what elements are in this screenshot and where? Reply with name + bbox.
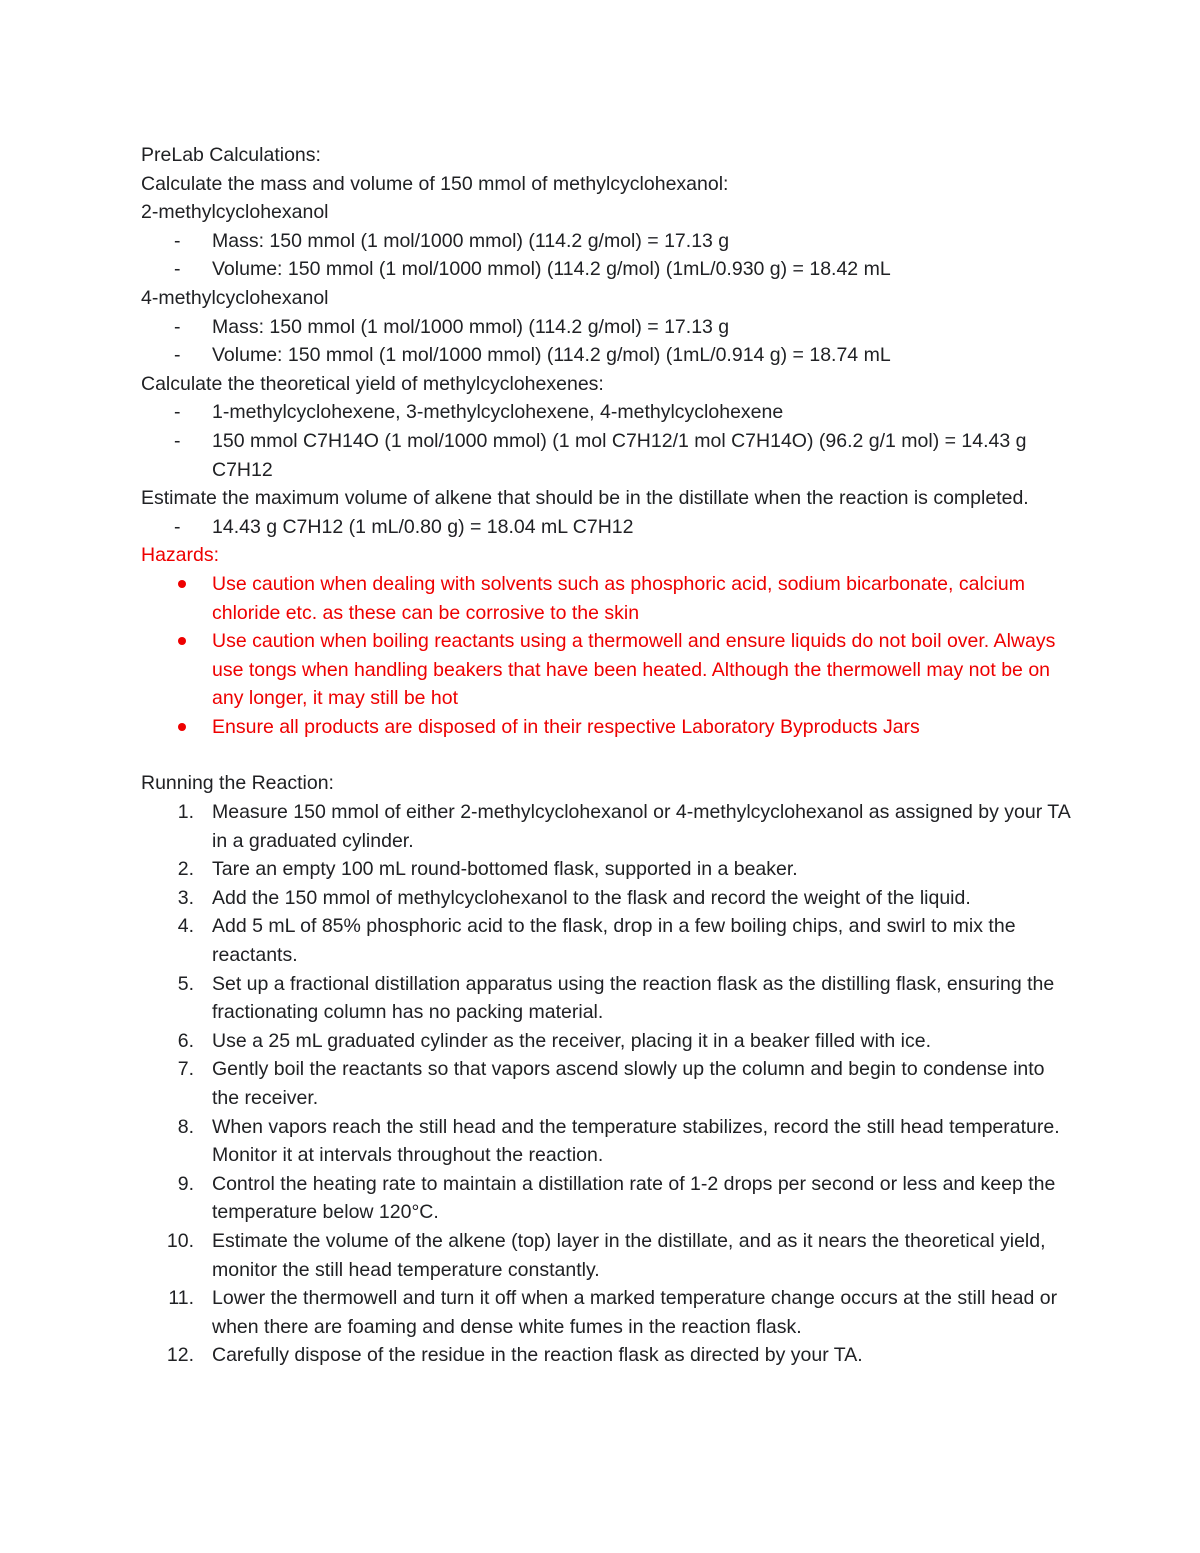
step-number: 9.: [177, 1172, 194, 1195]
hazard-text: Use caution when boiling reactants using a thermowell and ensure liquids do not boil over. Always use tongs when handling beakers that have been heated. Although the thermowell may not be on any longer, it may still be hot: [212, 630, 1056, 710]
document-body: [141, 141, 1071, 1370]
step-number: 12.: [166, 1344, 194, 1367]
blank-line: [141, 741, 1071, 769]
list-item: [141, 855, 1071, 884]
step-number: 8.: [177, 1115, 194, 1138]
hazard-text: Ensure all products are disposed of in their respective Laboratory Byproducts Jars: [212, 715, 920, 738]
yield-calc: 150 mmol C7H14O (1 mol/1000 mmol) (1 mol C7H12/1 mol C7H14O) (96.2 g/1 mol) = 14.43 g C7H12: [212, 429, 1027, 481]
list-item: [141, 313, 1071, 342]
list-item: [141, 1170, 1071, 1227]
list-item: [141, 227, 1071, 256]
compound-2-mass: Mass: 150 mmol (1 mol/1000 mmol) (114.2 g/mol) = 17.13 g: [212, 229, 730, 252]
list-item: [141, 398, 1071, 427]
list-item: [141, 884, 1071, 913]
reaction-heading: Running the Reaction:: [141, 772, 334, 795]
compound-4-mass: Mass: 150 mmol (1 mol/1000 mmol) (114.2 g/mol) = 17.13 g: [212, 315, 730, 338]
list-item: [141, 513, 1071, 542]
step-number: 6.: [177, 1029, 194, 1052]
list-item: [141, 970, 1071, 1027]
yield-prompt: Calculate the theoretical yield of methylcyclohexenes:: [141, 372, 604, 395]
hazard-item: [141, 570, 1071, 627]
compound-4-volume: Volume: 150 mmol (1 mol/1000 mmol) (114.2 g/mol) (1mL/0.914 g) = 18.74 mL: [212, 344, 891, 367]
compound-2-name: 2-methylcyclohexanol: [141, 201, 329, 224]
dash-marker: -: [174, 515, 181, 538]
list-item: [141, 1341, 1071, 1370]
list-item: [141, 912, 1071, 969]
dash-marker: -: [174, 401, 181, 424]
step-number: 5.: [177, 972, 194, 995]
list-item: [141, 341, 1071, 370]
list-item: [141, 1113, 1071, 1170]
step-text: Lower the thermowell and turn it off when a marked temperature change occurs at the still head or when there are foaming and dense white fumes in the reaction flask.: [212, 1287, 1058, 1338]
step-number: 3.: [177, 886, 194, 909]
hazard-item: [141, 713, 1071, 742]
step-text: Measure 150 mmol of either 2-methylcyclohexanol or 4-methylcyclohexanol as assigned by your TA in a graduated cylinder.: [212, 801, 1070, 852]
hazard-item: [141, 627, 1071, 713]
volume-prompt: Estimate the maximum volume of alkene that should be in the distillate when the reaction is completed.: [141, 487, 1029, 510]
red-bullet-icon: [141, 570, 212, 627]
step-number: 4.: [177, 915, 194, 938]
compound-2-volume: Volume: 150 mmol (1 mol/1000 mmol) (114.2 g/mol) (1mL/0.930 g) = 18.42 mL: [212, 258, 891, 281]
step-number: 11.: [168, 1287, 194, 1310]
step-number: 7.: [177, 1058, 194, 1081]
prelab-heading: PreLab Calculations:: [141, 144, 321, 166]
step-text: Set up a fractional distillation apparatus using the reaction flask as the distilling flask, ensuring the fractionating column has no packing material.: [212, 972, 1055, 1024]
hazard-text: Use caution when dealing with solvents such as phosphoric acid, sodium bicarbonate, calcium chloride etc. as these can be corrosive to the skin: [212, 572, 1025, 624]
step-number: 10.: [166, 1229, 194, 1252]
list-item: [141, 1227, 1071, 1284]
step-text: Control the heating rate to maintain a distillation rate of 1-2 drops per second or less and keep the temperature below 120°C.: [212, 1172, 1056, 1224]
reaction-steps-list: [141, 798, 1071, 1370]
mass-volume-prompt: Calculate the mass and volume of 150 mmol of methylcyclohexanol:: [141, 172, 729, 195]
dash-marker: -: [174, 429, 181, 452]
step-number: 2.: [177, 858, 194, 881]
volume-calc: 14.43 g C7H12 (1 mL/0.80 g) = 18.04 mL C7H12: [212, 515, 634, 538]
red-bullet-icon: [141, 713, 212, 742]
list-item: [141, 1055, 1071, 1112]
dash-marker: -: [174, 315, 181, 338]
dash-marker: -: [174, 344, 181, 367]
dash-marker: -: [174, 258, 181, 281]
step-text: Add the 150 mmol of methylcyclohexanol to the flask and record the weight of the liquid.: [212, 886, 971, 909]
list-item: [141, 1027, 1071, 1056]
step-text: When vapors reach the still head and the temperature stabilizes, record the still head temperature. Monitor it at intervals throughout the reaction.: [212, 1115, 1060, 1167]
step-text: Add 5 mL of 85% phosphoric acid to the flask, drop in a few boiling chips, and swirl to mix the reactants.: [212, 915, 1016, 967]
list-item: [141, 427, 1071, 484]
step-number: 1.: [177, 801, 194, 824]
compound-4-name: 4-methylcyclohexanol: [141, 286, 329, 309]
dash-marker: -: [174, 229, 181, 252]
list-item: [141, 798, 1071, 855]
hazards-heading: Hazards:: [141, 544, 220, 567]
step-text: Gently boil the reactants so that vapors ascend slowly up the column and begin to condense into the receiver.: [212, 1058, 1045, 1109]
list-item: [141, 255, 1071, 284]
red-bullet-icon: [141, 627, 212, 713]
step-text: Tare an empty 100 mL round-bottomed flask, supported in a beaker.: [212, 858, 798, 881]
step-text: Use a 25 mL graduated cylinder as the receiver, placing it in a beaker filled with ice.: [212, 1029, 931, 1052]
yield-products: 1-methylcyclohexene, 3-methylcyclohexene, 4-methylcyclohexene: [212, 401, 784, 424]
list-item: [141, 1284, 1071, 1341]
step-text: Carefully dispose of the residue in the reaction flask as directed by your TA.: [212, 1344, 863, 1367]
step-text: Estimate the volume of the alkene (top) layer in the distillate, and as it nears the theoretical yield, monitor the still head temperature constantly.: [212, 1229, 1046, 1281]
